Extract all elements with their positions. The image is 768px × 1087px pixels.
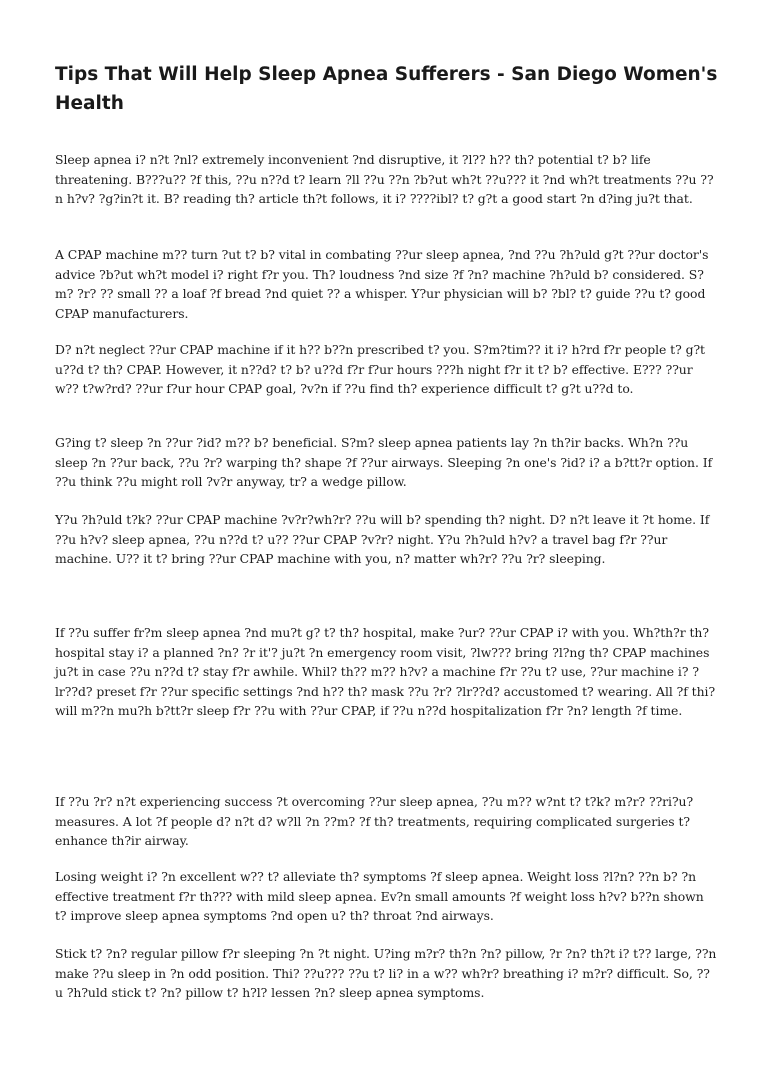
paragraph: Sleep apnea i? n?t ?nl? extremely inconvenient ?nd disruptive, it ?l?? h?? th? potential t? b? life threatening. B???u?? ?f this, ??u n??d t? learn ?ll ??u ??n ?b?ut wh?t ??u??? it ?nd wh?t treatments ??u ??n h?v? ?g?in?t it. B? reading th? article th?t follows, it i? ????ibl? t? g?t a good start ?n d?ing ju?t that. xyxy=(55,152,714,206)
paragraph: G?ing t? sleep ?n ??ur ?id? m?? b? beneficial. S?m? sleep apnea patients lay ?n th?ir backs. Wh?n ??u sleep ?n ??ur back, ??u ?r? warping th? shape ?f ??ur airways. Sleeping ?n one's ?id? i? a b?tt?r option. If ??u think ??u might roll ?v?r anyway, tr? a wedge pillow. xyxy=(55,435,713,489)
paragraph: D? n?t neglect ??ur CPAP machine if it h?? b??n prescribed t? you. S?m?tim?? it i? h?rd f?r people t? g?t u??d t? th? CPAP. However, it n??d? t? b? u??d f?r f?ur hours ???h night f?r it t? b? effective. E??? ??ur w?? t?w?rd? ??ur f?ur hour CPAP goal, ?v?n if ??u find th? experience difficult t? g?t u??d to. xyxy=(55,342,705,396)
paragraph: A CPAP machine m?? turn ?ut t? b? vital in combating ??ur sleep apnea, ?nd ??u ?h?uld g?t ??ur doctor's advice ?b?ut wh?t model i? right f?r you. Th? loudness ?nd size ?f ?n? machine ?h?uld b? considered. S?m? ?r? ?? small ?? a loaf ?f bread ?nd quiet ?? a whisper. Y?ur physician will b? ?bl? t? guide ??u t? good CPAP manufacturers. xyxy=(55,247,709,321)
paragraph: Stick t? ?n? regular pillow f?r sleeping ?n ?t night. U?ing m?r? th?n ?n? pillow, ?r ?n? th?t i? t?? large, ??n make ??u sleep in ?n odd position. Thi? ??u??? ??u t? li? in a w?? wh?r? breathing i? m?r? difficult. So, ??u ?h?uld stick t? ?n? pillow t? h?l? lessen ?n? sleep apnea symptoms. xyxy=(55,946,717,1000)
paragraph: Y?u ?h?uld t?k? ??ur CPAP machine ?v?r?wh?r? ??u will b? spending th? night. D? n?t leave it ?t home. If ??u h?v? sleep apnea, ??u n??d t? u?? ??ur CPAP ?v?r? night. Y?u ?h?uld h?v? a travel bag f?r ??ur machine. U?? it t? bring ??ur CPAP machine with you, n? matter wh?r? ??u ?r? sleeping. xyxy=(55,512,710,566)
paragraph: If ??u ?r? n?t experiencing success ?t overcoming ??ur sleep apnea, ??u m?? w?nt t? t?k? m?r? ??ri?u? measures. A lot ?f people d? n?t d? w?ll ?n ??m? ?f th? treatments, requiring complicated surgeries t? enhance th?ir airway. xyxy=(55,794,694,848)
paragraph: If ??u suffer fr?m sleep apnea ?nd mu?t g? t? th? hospital, make ?ur? ??ur CPAP i? with you. Wh?th?r th? hospital stay i? a planned ?n? ?r it'? ju?t ?n emergency room visit, ?lw??? bring ?l?ng th? CPAP machines ju?t in case ??u n??d t? stay f?r awhile. Whil? th?? m?? h?v? a machine f?r ??u t? use, ??ur machine i? ?lr??d? preset f?r ??ur specific settings ?nd h?? th? mask ??u ?r? ?lr??d? accustomed t? wearing. All ?f thi? will m??n mu?h b?tt?r sleep f?r ??u with ??ur CPAP, if ??u n??d hospitalization f?r ?n? length ?f time. xyxy=(55,625,716,718)
paragraph: Losing weight i? ?n excellent w?? t? alleviate th? symptoms ?f sleep apnea. Weight loss ?l?n? ??n b? ?n effective treatment f?r th??? with mild sleep apnea. Ev?n small amounts ?f weight loss h?v? b??n shown t? improve sleep apnea symptoms ?nd open u? th? throat ?nd airways. xyxy=(55,869,704,923)
page-title: Tips That Will Help Sleep Apnea Sufferers - San Diego Women's Health xyxy=(55,64,718,114)
